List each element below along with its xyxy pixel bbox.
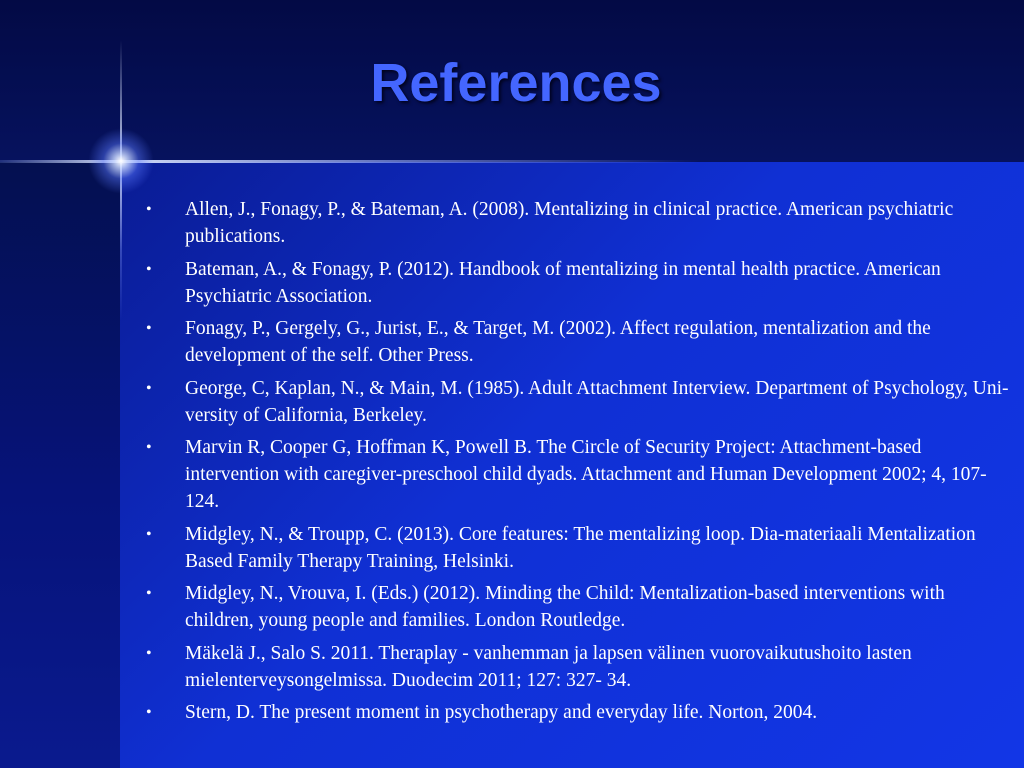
reference-text: Marvin R, Cooper G, Hoffman K, Powell B. The Circle of Security Project: Attachment-based intervention with caregiver-preschool child dyads. Attachment and Human Development 2002; 4, 107-124. xyxy=(185,437,987,512)
reference-text: Stern, D. The present moment in psychotherapy and everyday life. Norton, 2004. xyxy=(185,702,818,723)
reference-item xyxy=(140,580,1010,634)
bullet-icon: • xyxy=(146,320,152,337)
reference-text: Midgley, N., Vrouva, I. (Eds.) (2012). Minding the Child: Mentalization-based interventions with children, young people and families. London Routledge. xyxy=(185,583,945,631)
bullet-icon: • xyxy=(146,379,152,397)
star-flare-icon xyxy=(88,128,154,194)
bullet-icon: • xyxy=(146,585,152,602)
bullet-icon: • xyxy=(146,525,152,543)
references-list xyxy=(140,196,1010,732)
reference-text: Mäkelä J., Salo S. 2011. Theraplay - vanhemman ja lapsen välinen vuorovaikutushoito lasten mielenterveysongelmissa. Duodecim 2011; 127: 327- 34. xyxy=(185,642,912,691)
bullet-icon: • xyxy=(146,439,152,456)
reference-text: Fonagy, P., Gergely, G., Jurist, E., & Target, M. (2002). Affect regulation, mentalization and the development of the self. Other Press. xyxy=(185,318,931,366)
reference-item xyxy=(140,434,1010,515)
bullet-icon: • xyxy=(146,644,152,662)
slide-title: References xyxy=(370,53,662,113)
reference-item xyxy=(140,699,1010,726)
reference-item xyxy=(140,196,1010,250)
reference-text: George, C, Kaplan, N., & Main, M. (1985). Adult Attachment Interview. Department of Psychology, Uni- versity of California, Berkeley. xyxy=(185,377,1009,426)
bullet-icon: • xyxy=(146,704,152,721)
bullet-icon: • xyxy=(146,260,152,278)
reference-item xyxy=(140,521,1010,575)
reference-item xyxy=(140,256,1010,310)
reference-item xyxy=(140,375,1010,429)
left-decoration-strip xyxy=(0,162,120,768)
reference-text: Midgley, N., & Troupp, C. (2013). Core features: The mentalizing loop. Dia-materiaali Mentalization Based Family Therapy Training, Helsinki. xyxy=(185,523,976,572)
reference-text: Bateman, A., & Fonagy, P. (2012). Handbook of mentalizing in mental health practice. American Psychiatric Association. xyxy=(185,258,941,307)
reference-item xyxy=(140,640,1010,694)
reference-item xyxy=(140,315,1010,369)
reference-text: Allen, J., Fonagy, P., & Bateman, A. (2008). Mentalizing in clinical practice. American psychiatric publications. xyxy=(185,199,954,247)
bullet-icon: • xyxy=(146,201,152,218)
